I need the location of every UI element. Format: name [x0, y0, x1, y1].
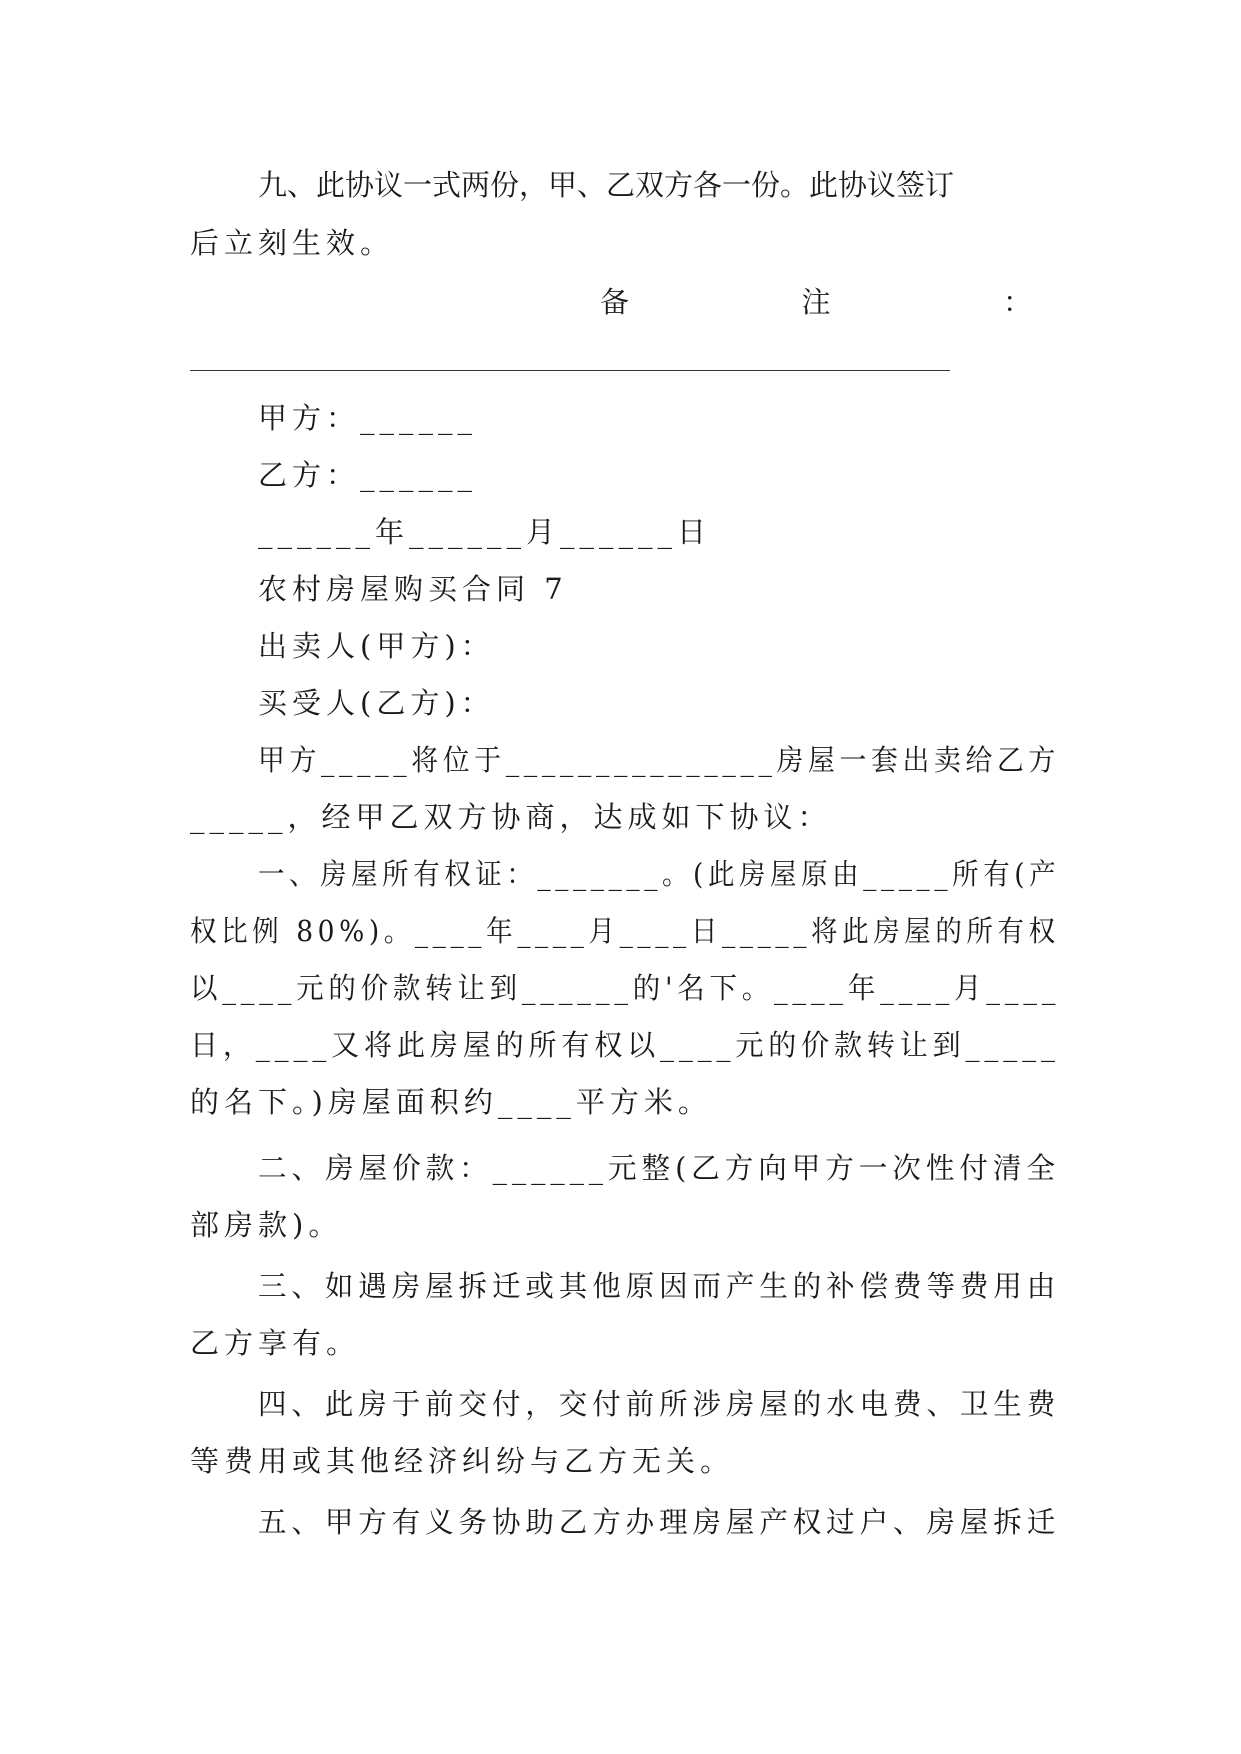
clause-nine-line-1 — [258, 165, 1052, 205]
clause-one-line-3: 以____元的价款转让到______的'名下。____年____月____ — [190, 971, 1061, 1005]
clause-four-line-1: 四、此房于前交付，交付前所涉房屋的水电费、卫生费 — [258, 1387, 1061, 1421]
seller-label: 出卖人(甲方)： — [258, 629, 495, 663]
clause-two-line-1: 二、房屋价款：______元整(乙方向甲方一次性付清全 — [258, 1151, 1060, 1185]
intro-line-1: 甲方_____将位于_______________房屋一套出卖给乙方 — [258, 743, 1060, 777]
intro-line-2: _____，经甲乙双方协商，达成如下协议： — [190, 800, 832, 834]
clause-one-line-2: 权比例 80%)。____年____月____日_____将此房屋的所有权 — [190, 914, 1060, 948]
text-line: 九、此协议一式两份，甲、乙双方各一份。此协议签订 — [258, 168, 955, 202]
remark-colon: ： — [1002, 285, 1032, 319]
party-b-signature: 乙方：______ — [258, 458, 478, 492]
remark-char-1: 备 — [600, 285, 630, 319]
remark-blank-line — [190, 370, 950, 371]
remark-label — [600, 282, 1032, 322]
signing-date: ______年______月______日 — [258, 515, 712, 549]
buyer-label: 买受人(乙方)： — [258, 686, 495, 720]
clause-one-line-5: 的名下。)房屋面积约____平方米。 — [190, 1085, 712, 1119]
clause-two-line-2: 部房款)。 — [190, 1208, 343, 1242]
party-a-signature: 甲方：______ — [258, 401, 478, 435]
clause-four-line-2: 等费用或其他经济纠纷与乙方无关。 — [190, 1444, 735, 1478]
clause-nine-line-2: 后立刻生效。 — [190, 226, 395, 260]
contract-title: 农村房屋购买合同 7 — [258, 572, 568, 606]
clause-five-line-1: 五、甲方有义务协助乙方办理房屋产权过户、房屋拆迁 — [258, 1505, 1061, 1539]
clause-one-line-1: 一、房屋所有权证：_______。(此房屋原由_____所有(产 — [258, 857, 1061, 891]
clause-three-line-2: 乙方享有。 — [190, 1326, 361, 1360]
clause-three-line-1: 三、如遇房屋拆迁或其他原因而产生的补偿费等费用由 — [258, 1269, 1061, 1303]
remark-char-2: 注 — [801, 285, 831, 319]
clause-one-line-4: 日，____又将此房屋的所有权以____元的价款转让到_____ — [190, 1028, 1060, 1062]
